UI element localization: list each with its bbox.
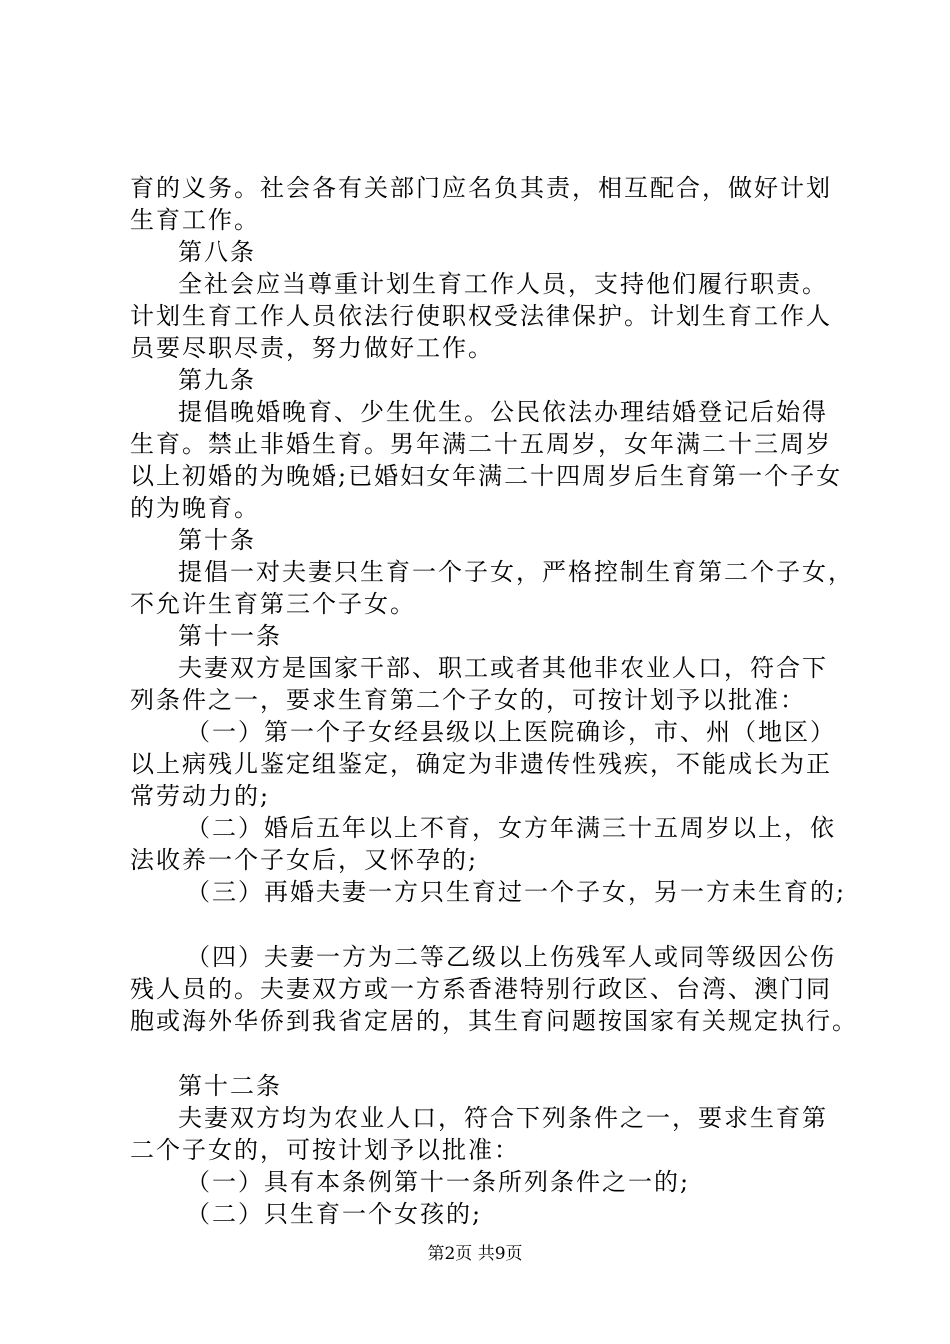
body-line: 生育。禁止非婚生育。男年满二十五周岁，女年满二十三周岁 (130, 430, 832, 458)
article-heading: 第八条 (178, 238, 256, 266)
body-line: 计划生育工作人员依法行使职权受法律保护。计划生育工作人 (130, 302, 832, 330)
document-body (130, 172, 858, 1230)
body-line: 夫妻双方均为农业人口，符合下列条件之一，要求生育第 (178, 1104, 828, 1132)
article-heading: 第十二条 (178, 1072, 282, 1100)
body-line: 残人员的。夫妻双方或一方系香港特别行政区、台湾、澳门同 (130, 975, 832, 1003)
body-line: 二个子女的，可按计划予以批准： (130, 1136, 520, 1164)
list-item: （一）具有本条例第十一条所列条件之一的; (186, 1168, 691, 1196)
body-line: 列条件之一，要求生育第二个子女的，可按计划予以批准： (130, 686, 806, 714)
body-line: 员要尽职尽责，努力做好工作。 (130, 334, 494, 362)
body-line: 提倡一对夫妻只生育一个子女，严格控制生育第二个子女， (178, 558, 854, 586)
body-line: 法收养一个子女后，又怀孕的; (130, 846, 479, 874)
list-item: （一）第一个子女经县级以上医院确诊，市、州（地区） (186, 718, 836, 746)
body-line: 以上初婚的为晚婚;已婚妇女年满二十四周岁后生育第一个子女 (130, 462, 843, 490)
body-line: 生育工作。 (130, 206, 260, 234)
paragraph-gap (130, 1037, 830, 1070)
list-item: （二）只生育一个女孩的; (186, 1200, 483, 1228)
body-line: 常劳动力的; (130, 782, 271, 810)
body-line: 提倡晚婚晚育、少生优生。公民依法办理结婚登记后始得 (178, 398, 828, 426)
list-item: （三）再婚夫妻一方只生育过一个子女，另一方未生育的; (186, 878, 847, 906)
body-line: 胞或海外华侨到我省定居的，其生育问题按国家有关规定执行。 (130, 1007, 858, 1035)
list-item: （二）婚后五年以上不育，女方年满三十五周岁以上，依 (186, 814, 836, 842)
body-line: 育的义务。社会各有关部门应名负其责，相互配合，做好计划 (130, 174, 832, 202)
article-heading: 第十一条 (178, 622, 282, 650)
body-line: 夫妻双方是国家干部、职工或者其他非农业人口，符合下 (178, 654, 828, 682)
article-heading: 第九条 (178, 366, 256, 394)
body-line: 以上病残儿鉴定组鉴定，确定为非遗传性残疾，不能成长为正 (130, 750, 832, 778)
article-heading: 第十条 (178, 526, 256, 554)
paragraph-gap (130, 908, 830, 941)
page-number-footer: 第2页 共9页 (427, 1244, 523, 1264)
body-line: 全社会应当尊重计划生育工作人员，支持他们履行职责。 (178, 270, 828, 298)
body-line: 的为晚育。 (130, 494, 260, 522)
list-item: （四）夫妻一方为二等乙级以上伤残军人或同等级因公伤 (186, 943, 836, 971)
body-line: 不允许生育第三个子女。 (130, 590, 416, 618)
